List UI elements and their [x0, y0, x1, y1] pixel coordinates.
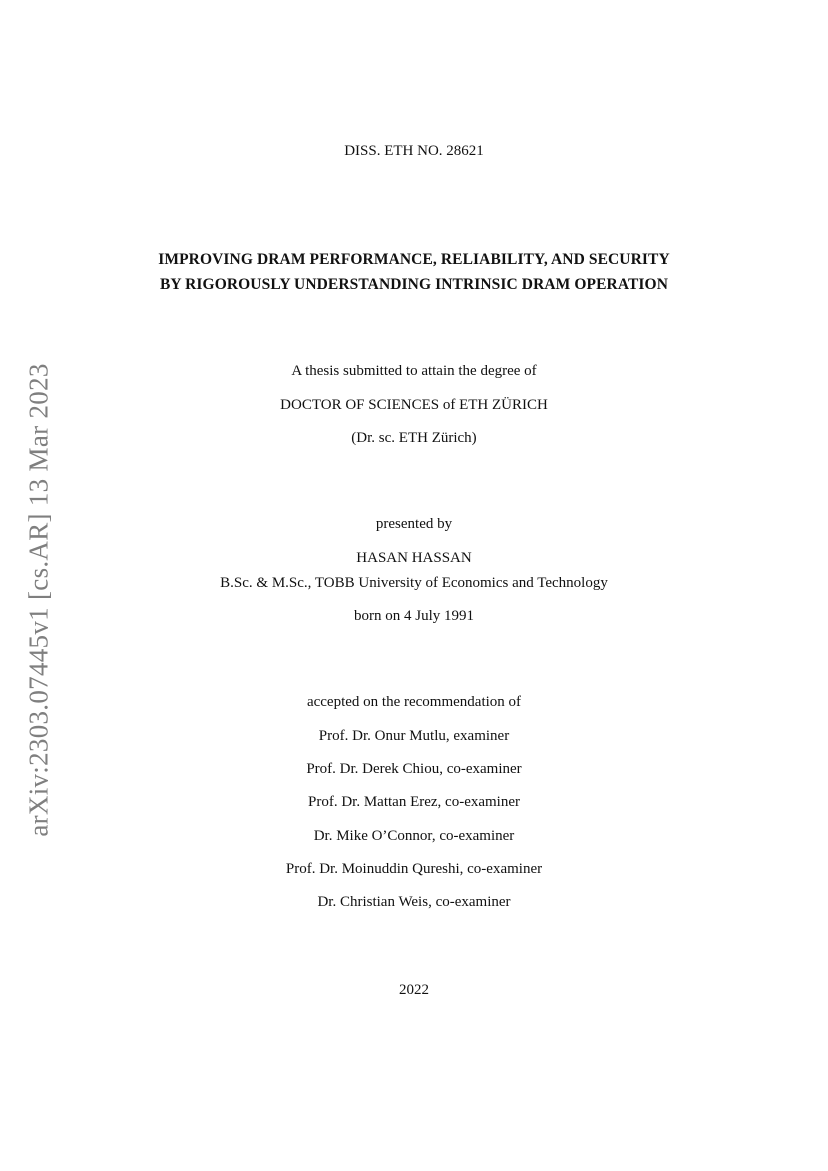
- author-credentials: B.Sc. & M.Sc., TOBB University of Economics and Technology: [220, 575, 608, 591]
- presented-by-text: presented by: [375, 516, 453, 532]
- committee-member: Prof. Dr. Derek Chiou, co-examiner: [306, 761, 522, 777]
- committee-intro: accepted on the recommendation of: [306, 694, 522, 710]
- degree-submitted-text: A thesis submitted to attain the degree of: [291, 363, 537, 379]
- committee-member: Prof. Dr. Mattan Erez, co-examiner: [308, 794, 520, 810]
- dissertation-number: DISS. ETH NO. 28621: [344, 143, 484, 159]
- degree-name: DOCTOR OF SCIENCES of ETH ZÜRICH: [280, 397, 548, 413]
- committee-member: Dr. Mike O’Connor, co-examiner: [313, 828, 515, 844]
- committee-member: Prof. Dr. Moinuddin Qureshi, co-examiner: [285, 861, 543, 877]
- publication-year: 2022: [399, 982, 429, 998]
- arxiv-stamp: arXiv:2303.07445v1 [cs.AR] 13 Mar 2023: [23, 363, 54, 837]
- committee-member: Prof. Dr. Onur Mutlu, examiner: [318, 728, 510, 744]
- committee-member: Dr. Christian Weis, co-examiner: [317, 894, 511, 910]
- thesis-title-line-2: BY RIGOROUSLY UNDERSTANDING INTRINSIC DRAM OPERATION: [159, 276, 668, 293]
- author-name: HASAN HASSAN: [356, 550, 472, 566]
- thesis-title-line-1: IMPROVING DRAM PERFORMANCE, RELIABILITY, AND SECURITY: [158, 251, 670, 268]
- degree-abbreviation: (Dr. sc. ETH Zürich): [351, 430, 477, 446]
- author-birth-date: born on 4 July 1991: [354, 608, 474, 624]
